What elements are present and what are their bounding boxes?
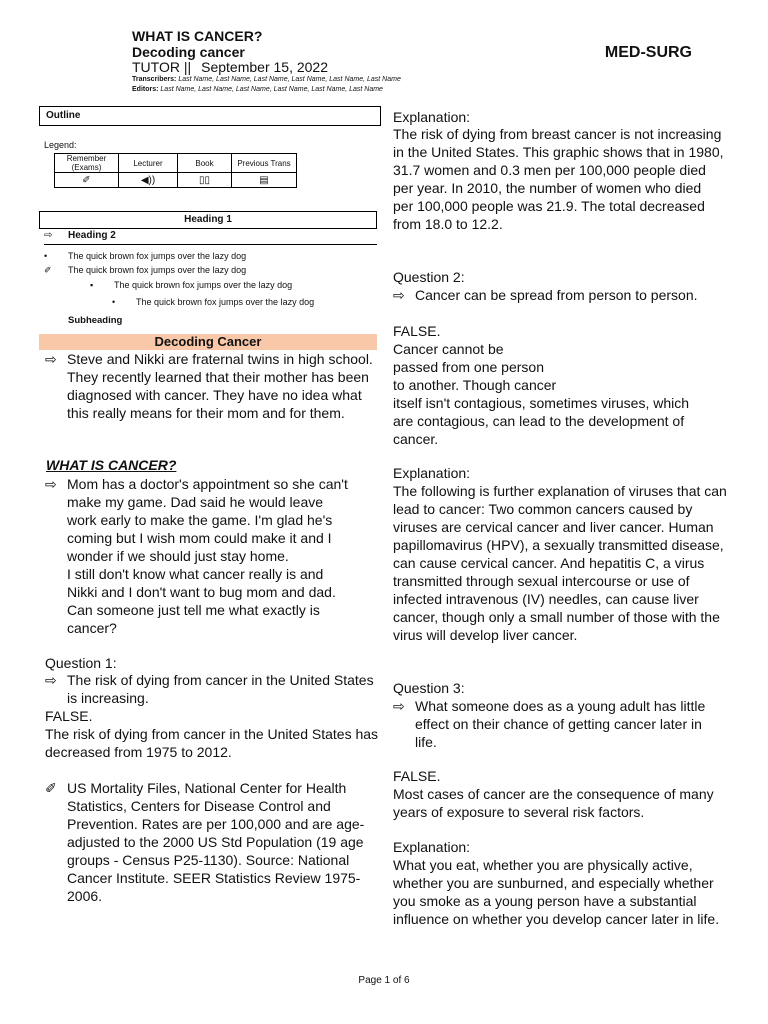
arrow-icon: ⇨ <box>45 476 57 492</box>
answer-line: itself isn't contagious, sometimes viruses, which <box>393 395 690 411</box>
heading-2-sample <box>44 230 377 245</box>
lecture-date: September 15, 2022 <box>201 59 328 75</box>
arrow-icon: ⇨ <box>393 698 405 714</box>
document-subtitle: Decoding cancer <box>132 44 245 60</box>
arrow-icon: ⇨ <box>393 287 405 303</box>
legend-previous-trans: Previous Trans <box>232 154 297 173</box>
answer-line: to another. Though cancer <box>393 377 557 393</box>
intro-bullet <box>45 350 377 422</box>
quote-line: wonder if we should just stay home. <box>67 548 289 564</box>
question-2-answer: FALSE. <box>393 323 441 339</box>
sample-text: The quick brown fox jumps over the lazy dog <box>68 265 247 275</box>
question-2-text: Cancer can be spread from person to person. <box>415 287 698 303</box>
answer-line: Cancer cannot be <box>393 341 504 357</box>
question-3-bullet <box>393 697 725 751</box>
question-2-bullet <box>393 286 733 304</box>
page-number: Page 1 of 6 <box>358 975 410 986</box>
intro-text: Steve and Nikki are fraternal twins in high school. They recently learned that their mother has been diagnosed with cancer. They have no idea what this really means for their mom and for them. <box>67 351 373 421</box>
explanation-3-label: Explanation: <box>393 839 471 855</box>
bullet-icon: • <box>112 297 116 307</box>
quote-line: Mom has a doctor's appointment so she can't <box>67 476 348 492</box>
quote-line: Can someone just tell me what exactly is <box>67 602 320 618</box>
explanation-1-text: The risk of dying from breast cancer is not increasing in the United States. This graphic shows that in 1980, 31.7 women and 0.3 men per 100,000 people died per year. In 2010, the number of women who died per 100,000 people was 21.9. The total decreased from 18.0 to 12.2. <box>393 126 724 232</box>
sample-bullet-2 <box>44 265 246 276</box>
question-2-label: Question 2: <box>393 269 465 285</box>
section-heading-decoding: Decoding Cancer <box>39 334 377 350</box>
source-bullet <box>45 779 377 905</box>
editors-line <box>132 86 383 93</box>
quote-line: work early to make the game. I'm glad he's <box>67 512 333 528</box>
explanation-3-text: What you eat, whether you are physically active, whether you are sunburned, and especially whether you smoke as a young person have a substantial influence on whether you develop cancer later in life. <box>393 857 720 927</box>
pen-icon: ✐ <box>44 265 52 275</box>
question-1-explanation: The risk of dying from cancer in the United States has decreased from 1975 to 2012. <box>45 726 379 760</box>
sample-bullet-3 <box>90 280 292 290</box>
transcribers-names: Last Name, Last Name, Last Name, Last Name, Last Name, Last Name <box>178 76 401 83</box>
document-icon: ▤ <box>232 173 297 188</box>
question-1-bullet <box>45 671 377 707</box>
explanation-1-label: Explanation: <box>393 109 471 125</box>
tutor-line <box>132 59 328 75</box>
question-1-answer: FALSE. <box>45 708 93 724</box>
answer-line: are contagious, can lead to the development of <box>393 413 685 429</box>
tutor-label: TUTOR || <box>132 59 192 75</box>
question-3-text: What someone does as a young adult has little effect on their chance of getting cancer later in life. <box>415 698 706 750</box>
legend-remember: Remember (Exams) <box>55 154 119 173</box>
question-1-label: Question 1: <box>45 655 117 671</box>
quote-bullet <box>45 475 385 637</box>
quote-line: I still don't know what cancer really is and <box>67 566 324 582</box>
answer-line: passed from one person <box>393 359 544 375</box>
explanation-2-label: Explanation: <box>393 465 471 481</box>
sample-text: The quick brown fox jumps over the lazy dog <box>114 280 293 290</box>
quote-line: make my game. Dad said he would leave <box>67 494 324 510</box>
question-3-explanation: Most cases of cancer are the consequence of many years of exposure to several risk factors. <box>393 786 714 820</box>
pen-icon: ✐ <box>45 780 57 796</box>
legend-lecturer: Lecturer <box>119 154 178 173</box>
editors-label: Editors: <box>132 86 159 93</box>
heading-1-sample: Heading 1 <box>39 211 377 229</box>
sample-bullet-1 <box>44 251 246 261</box>
quote-text <box>67 475 385 637</box>
answer-line: cancer. <box>393 431 439 447</box>
outline-box: Outline <box>39 106 381 126</box>
quote-line: Nikki and I don't want to bug mom and dad. <box>67 584 336 600</box>
book-icon: ▯▯ <box>178 173 232 188</box>
quote-line: coming but I wish mom could make it and I <box>67 530 332 546</box>
question-3-label: Question 3: <box>393 680 465 696</box>
legend-label: Legend: <box>44 140 77 150</box>
question-3-answer: FALSE. <box>393 768 441 784</box>
question-1-text: The risk of dying from cancer in the United States is increasing. <box>67 672 374 706</box>
transcribers-label: Transcribers: <box>132 76 177 83</box>
legend-table <box>54 153 297 188</box>
legend-book: Book <box>178 154 232 173</box>
editors-names: Last Name, Last Name, Last Name, Last Name, Last Name, Last Name <box>160 86 383 93</box>
explanation-2-text: The following is further explanation of viruses that can lead to cancer: Two common cancers caused by viruses are cervical cancer and liver cancer. Human papillomavirus (HPV), a sexually transmitted disease, can cause cervical cancer. And hepatitis C, a virus transmitted through sexual intercourse or use of infected intravenous (IV) needles, can cause liver cancer, though only a small number of those with the virus will develop liver cancer. <box>393 483 727 643</box>
document-title: WHAT IS CANCER? <box>132 28 263 44</box>
what-is-cancer-heading: WHAT IS CANCER? <box>46 457 177 473</box>
speaker-icon: ◀)) <box>119 173 178 188</box>
quote-line: cancer? <box>67 620 117 636</box>
square-bullet-icon: ▪ <box>90 280 94 290</box>
arrow-icon: ⇨ <box>45 351 57 367</box>
arrow-icon: ⇨ <box>44 230 53 241</box>
section-label: MED-SURG <box>604 44 692 61</box>
subheading-sample: Subheading <box>68 315 123 326</box>
transcribers-line <box>132 76 401 83</box>
sample-bullet-4 <box>112 297 314 307</box>
source-text: US Mortality Files, National Center for Health Statistics, Centers for Disease Control and Prevention. Rates are per 100,000 and are age-adjusted to the 2000 US Std Population (19 age groups - Census P25-1130). Source: National Cancer Institute. SEER Statistics Review 1975-2006. <box>67 780 365 904</box>
question-2-explanation <box>393 340 733 448</box>
arrow-icon: ⇨ <box>45 672 57 688</box>
sample-text: The quick brown fox jumps over the lazy dog <box>68 251 247 261</box>
pen-icon: ✐ <box>55 173 119 188</box>
bullet-icon: • <box>44 251 48 261</box>
heading-2-label: Heading 2 <box>68 230 116 241</box>
sample-text: The quick brown fox jumps over the lazy dog <box>136 297 315 307</box>
